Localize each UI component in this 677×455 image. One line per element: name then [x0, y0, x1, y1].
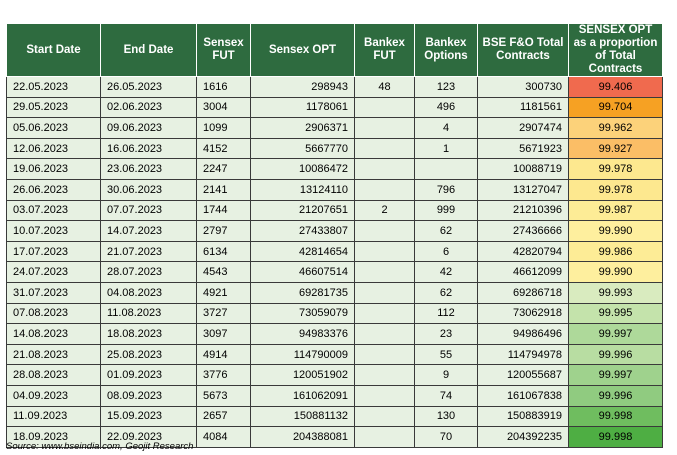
- cell-proportion: 99.990: [569, 221, 663, 242]
- cell-sensex-opt: 46607514: [251, 262, 355, 283]
- cell-bankex-options: 23: [415, 324, 478, 345]
- cell-total-contracts: 161067838: [478, 385, 569, 406]
- cell-bankex-options: 123: [415, 77, 478, 98]
- cell-start-date: 29.05.2023: [7, 97, 101, 118]
- header-bankex-options: Bankex Options: [415, 24, 478, 77]
- cell-end-date: 01.09.2023: [101, 365, 197, 386]
- table-row: [7, 77, 663, 98]
- cell-sensex-opt: 114790009: [251, 344, 355, 365]
- cell-proportion: 99.962: [569, 118, 663, 139]
- cell-start-date: 28.08.2023: [7, 365, 101, 386]
- cell-sensex-fut: 4084: [197, 427, 251, 448]
- cell-sensex-fut: 6134: [197, 241, 251, 262]
- table-row: [7, 118, 663, 139]
- table-row: [7, 138, 663, 159]
- cell-bankex-options: 130: [415, 406, 478, 427]
- table-row: [7, 221, 663, 242]
- cell-end-date: 22.09.2023: [101, 427, 197, 448]
- cell-bankex-fut: [355, 97, 415, 118]
- cell-sensex-fut: 3004: [197, 97, 251, 118]
- cell-start-date: 26.06.2023: [7, 179, 101, 200]
- table-row: [7, 406, 663, 427]
- cell-sensex-fut: 4921: [197, 282, 251, 303]
- table-row: [7, 324, 663, 345]
- cell-sensex-fut: 4152: [197, 138, 251, 159]
- cell-start-date: 05.06.2023: [7, 118, 101, 139]
- cell-sensex-fut: 3776: [197, 365, 251, 386]
- table-row: [7, 365, 663, 386]
- cell-proportion: 99.986: [569, 241, 663, 262]
- cell-sensex-opt: 120051902: [251, 365, 355, 386]
- table-row: [7, 262, 663, 283]
- cell-total-contracts: 2907474: [478, 118, 569, 139]
- cell-sensex-fut: 3727: [197, 303, 251, 324]
- cell-bankex-fut: [355, 406, 415, 427]
- cell-sensex-fut: 2797: [197, 221, 251, 242]
- header-total-contracts: BSE F&O Total Contracts: [478, 24, 569, 77]
- cell-sensex-opt: 21207651: [251, 200, 355, 221]
- cell-bankex-fut: [355, 138, 415, 159]
- cell-end-date: 16.06.2023: [101, 138, 197, 159]
- contracts-table-wrapper: [6, 23, 663, 448]
- cell-proportion: 99.704: [569, 97, 663, 118]
- cell-end-date: 02.06.2023: [101, 97, 197, 118]
- cell-sensex-fut: 2247: [197, 159, 251, 180]
- cell-end-date: 18.08.2023: [101, 324, 197, 345]
- cell-bankex-fut: 2: [355, 200, 415, 221]
- cell-total-contracts: 114794978: [478, 344, 569, 365]
- cell-end-date: 25.08.2023: [101, 344, 197, 365]
- table-row: [7, 303, 663, 324]
- cell-sensex-opt: 13124110: [251, 179, 355, 200]
- cell-total-contracts: 27436666: [478, 221, 569, 242]
- cell-bankex-options: 9: [415, 365, 478, 386]
- cell-sensex-opt: 69281735: [251, 282, 355, 303]
- cell-start-date: 04.09.2023: [7, 385, 101, 406]
- cell-bankex-options: 55: [415, 344, 478, 365]
- cell-proportion: 99.995: [569, 303, 663, 324]
- cell-sensex-opt: 298943: [251, 77, 355, 98]
- cell-end-date: 11.08.2023: [101, 303, 197, 324]
- cell-total-contracts: 21210396: [478, 200, 569, 221]
- cell-proportion: 99.927: [569, 138, 663, 159]
- cell-proportion: 99.978: [569, 159, 663, 180]
- cell-proportion: 99.996: [569, 385, 663, 406]
- cell-sensex-fut: 1616: [197, 77, 251, 98]
- cell-total-contracts: 5671923: [478, 138, 569, 159]
- cell-sensex-opt: 161062091: [251, 385, 355, 406]
- contracts-table: [6, 23, 663, 448]
- cell-total-contracts: 204392235: [478, 427, 569, 448]
- cell-start-date: 31.07.2023: [7, 282, 101, 303]
- cell-total-contracts: 120055687: [478, 365, 569, 386]
- cell-bankex-options: 42: [415, 262, 478, 283]
- table-row: [7, 385, 663, 406]
- source-note: Source: www.bseindia.com, Geojit Research: [6, 441, 194, 452]
- cell-end-date: 23.06.2023: [101, 159, 197, 180]
- cell-start-date: 18.09.2023: [7, 427, 101, 448]
- cell-sensex-opt: 94983376: [251, 324, 355, 345]
- cell-bankex-fut: [355, 427, 415, 448]
- cell-proportion: 99.997: [569, 365, 663, 386]
- cell-end-date: 26.05.2023: [101, 77, 197, 98]
- cell-start-date: 07.08.2023: [7, 303, 101, 324]
- cell-proportion: 99.406: [569, 77, 663, 98]
- cell-bankex-options: 796: [415, 179, 478, 200]
- cell-bankex-fut: [355, 241, 415, 262]
- cell-total-contracts: 69286718: [478, 282, 569, 303]
- cell-total-contracts: 42820794: [478, 241, 569, 262]
- cell-sensex-fut: 2657: [197, 406, 251, 427]
- header-start-date: Start Date: [7, 24, 101, 77]
- cell-proportion: 99.990: [569, 262, 663, 283]
- cell-sensex-fut: 4914: [197, 344, 251, 365]
- cell-start-date: 12.06.2023: [7, 138, 101, 159]
- cell-proportion: 99.997: [569, 324, 663, 345]
- cell-start-date: 24.07.2023: [7, 262, 101, 283]
- cell-bankex-fut: [355, 324, 415, 345]
- cell-total-contracts: 10088719: [478, 159, 569, 180]
- table-body: [7, 77, 663, 448]
- cell-end-date: 21.07.2023: [101, 241, 197, 262]
- cell-bankex-fut: [355, 262, 415, 283]
- cell-sensex-opt: 73059079: [251, 303, 355, 324]
- cell-total-contracts: 1181561: [478, 97, 569, 118]
- cell-bankex-options: 74: [415, 385, 478, 406]
- cell-end-date: 04.08.2023: [101, 282, 197, 303]
- cell-sensex-opt: 10086472: [251, 159, 355, 180]
- cell-proportion: 99.978: [569, 179, 663, 200]
- cell-end-date: 30.06.2023: [101, 179, 197, 200]
- cell-bankex-fut: [355, 385, 415, 406]
- cell-total-contracts: 46612099: [478, 262, 569, 283]
- cell-end-date: 14.07.2023: [101, 221, 197, 242]
- cell-bankex-fut: [355, 159, 415, 180]
- cell-start-date: 19.06.2023: [7, 159, 101, 180]
- cell-bankex-fut: 48: [355, 77, 415, 98]
- cell-start-date: 11.09.2023: [7, 406, 101, 427]
- cell-bankex-fut: [355, 365, 415, 386]
- cell-bankex-options: 112: [415, 303, 478, 324]
- cell-bankex-fut: [355, 179, 415, 200]
- cell-bankex-options: 999: [415, 200, 478, 221]
- table-row: [7, 344, 663, 365]
- cell-start-date: 10.07.2023: [7, 221, 101, 242]
- cell-sensex-opt: 42814654: [251, 241, 355, 262]
- cell-start-date: 17.07.2023: [7, 241, 101, 262]
- cell-sensex-opt: 150881132: [251, 406, 355, 427]
- table-row: [7, 159, 663, 180]
- cell-bankex-options: 62: [415, 282, 478, 303]
- cell-bankex-options: 6: [415, 241, 478, 262]
- cell-sensex-fut: 4543: [197, 262, 251, 283]
- cell-sensex-fut: 1099: [197, 118, 251, 139]
- cell-start-date: 03.07.2023: [7, 200, 101, 221]
- cell-bankex-fut: [355, 282, 415, 303]
- cell-sensex-opt: 27433807: [251, 221, 355, 242]
- header-end-date: End Date: [101, 24, 197, 77]
- table-row: [7, 200, 663, 221]
- table-row: [7, 282, 663, 303]
- cell-total-contracts: 150883919: [478, 406, 569, 427]
- cell-sensex-fut: 2141: [197, 179, 251, 200]
- cell-sensex-fut: 5673: [197, 385, 251, 406]
- cell-total-contracts: 300730: [478, 77, 569, 98]
- cell-sensex-fut: 1744: [197, 200, 251, 221]
- cell-start-date: 22.05.2023: [7, 77, 101, 98]
- cell-bankex-fut: [355, 344, 415, 365]
- cell-sensex-opt: 2906371: [251, 118, 355, 139]
- header-proportion: SENSEX OPT as a proportion of Total Contracts: [569, 24, 663, 77]
- cell-bankex-fut: [355, 221, 415, 242]
- cell-total-contracts: 94986496: [478, 324, 569, 345]
- cell-start-date: 21.08.2023: [7, 344, 101, 365]
- cell-sensex-opt: 5667770: [251, 138, 355, 159]
- table-row: [7, 179, 663, 200]
- header-row: [7, 24, 663, 77]
- cell-end-date: 08.09.2023: [101, 385, 197, 406]
- cell-sensex-fut: 3097: [197, 324, 251, 345]
- cell-bankex-fut: [355, 303, 415, 324]
- cell-end-date: 07.07.2023: [101, 200, 197, 221]
- cell-end-date: 09.06.2023: [101, 118, 197, 139]
- cell-bankex-options: [415, 159, 478, 180]
- cell-proportion: 99.993: [569, 282, 663, 303]
- cell-bankex-options: 70: [415, 427, 478, 448]
- header-sensex-fut: Sensex FUT: [197, 24, 251, 77]
- cell-proportion: 99.998: [569, 427, 663, 448]
- table-row: [7, 97, 663, 118]
- cell-proportion: 99.998: [569, 406, 663, 427]
- cell-sensex-opt: 204388081: [251, 427, 355, 448]
- header-bankex-fut: Bankex FUT: [355, 24, 415, 77]
- cell-total-contracts: 13127047: [478, 179, 569, 200]
- cell-bankex-fut: [355, 118, 415, 139]
- cell-sensex-opt: 1178061: [251, 97, 355, 118]
- cell-total-contracts: 73062918: [478, 303, 569, 324]
- cell-end-date: 28.07.2023: [101, 262, 197, 283]
- cell-end-date: 15.09.2023: [101, 406, 197, 427]
- cell-start-date: 14.08.2023: [7, 324, 101, 345]
- table-row: [7, 241, 663, 262]
- header-sensex-opt: Sensex OPT: [251, 24, 355, 77]
- cell-bankex-options: 4: [415, 118, 478, 139]
- cell-proportion: 99.996: [569, 344, 663, 365]
- cell-bankex-options: 62: [415, 221, 478, 242]
- cell-proportion: 99.987: [569, 200, 663, 221]
- cell-bankex-options: 1: [415, 138, 478, 159]
- cell-bankex-options: 496: [415, 97, 478, 118]
